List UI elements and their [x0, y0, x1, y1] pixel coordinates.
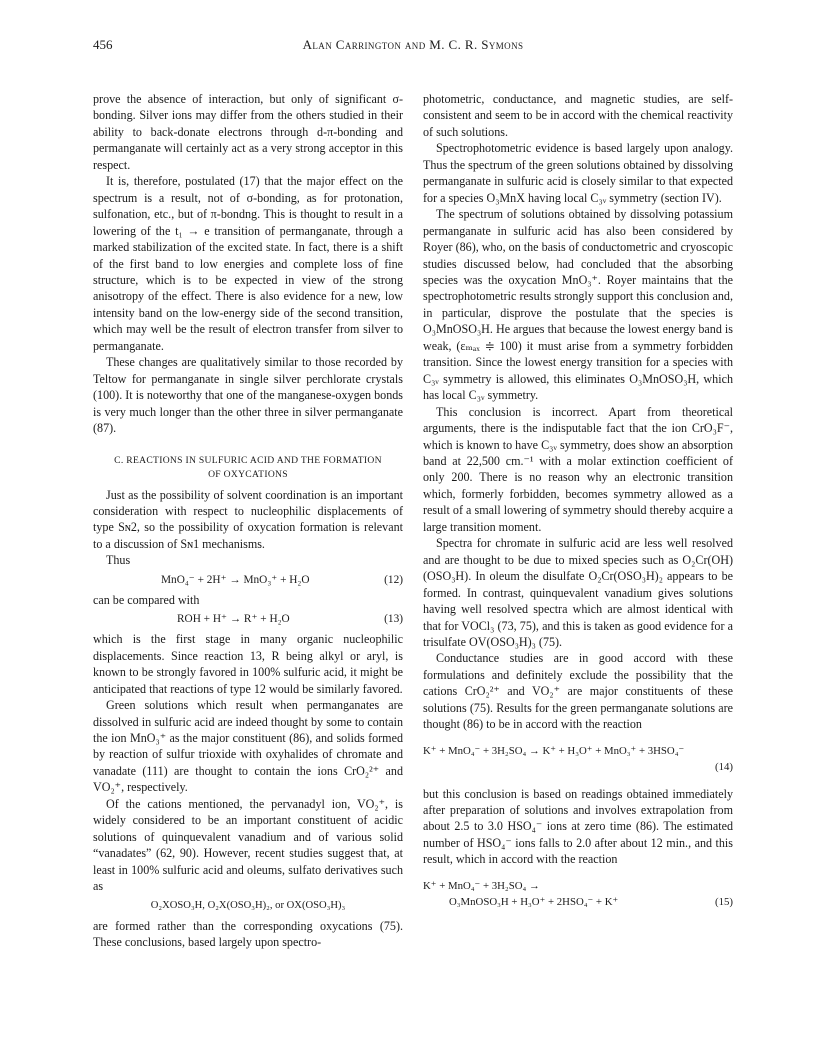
- equation-body: ROH + H⁺ → R⁺ + H₂O: [177, 613, 290, 626]
- page-number: 456: [93, 37, 113, 52]
- equation-number: (14): [715, 761, 733, 774]
- section-heading-line: C. REACTIONS IN SULFURIC ACID AND THE FORMATION: [114, 454, 382, 466]
- paragraph: Just as the possibility of solvent coordination is an important consideration with respect to nucleophilic displacements of type Sɴ2, so the possibility of oxycation formation is relevant to a discussion of Sɴ1 mechanisms.: [93, 487, 403, 551]
- paragraph: Spectrophotometric evidence is based largely upon analogy. Thus the spectrum of the green solutions obtained by dissolving permanganate in sulfuric acid is closely similar to that expected for a species O₃MnX having local C₃ᵥ symmetry (section IV).: [423, 141, 733, 205]
- paragraph: Green solutions which result when permanganates are dissolved in sulfuric acid are indeed thought by some to contain the ion MnO₃⁺ as the major constituent (86), and solids formed by reaction of sulfur trioxide with oxyhalides of chromate and vanadate (111) are thought to contain the ions CrO₂²⁺ and VO₂⁺, respectively.: [93, 698, 403, 795]
- paragraph: Spectra for chromate in sulfuric acid are less well resolved and are thought to be due to mixed species such as O₂Cr(OH)(OSO₃H). In oleum the disulfate O₂Cr(OSO₃H)₂ appears to be formed. In contrast, quinquevalent vanadium gives solutions having well resolved spectra which are almost identical with that for VOCl₃ (73, 75), and this is taken as good evidence for a trisulfate OV(OSO₃H)₃ (75).: [423, 536, 733, 649]
- section-heading-line: OF OXYCATIONS: [208, 468, 288, 480]
- paragraph: Conductance studies are in good accord with these formulations and definitely exclude the possibility that the cations CrO₂²⁺ and VO₂⁺ are major constituents of these solutions (75). Results for the green permanganate solutions are thought (86) to be in accord with the reaction: [423, 651, 733, 732]
- paragraph: are formed rather than the corresponding oxycations (75). These conclusions, based largely upon spectro-: [93, 918, 403, 950]
- equation-14: [423, 743, 733, 776]
- paragraph: prove the absence of interaction, but only of significant σ-bonding. Silver ions may differ from the others studied in their ability to back-donate electrons through d-π-bonding and permanganate will certainly act as a very strong acceptor in this respect.: [93, 92, 403, 172]
- right-column: [423, 91, 733, 911]
- equation-13: [93, 611, 403, 628]
- paragraph: The spectrum of solutions obtained by dissolving potassium permanganate in sulfuric acid has also been considered by Royer (86), who, on the basis of conductometric and cryoscopic studies discussed below, had concluded that the absorbing species was the oxycation MnO₃⁺. Royer maintains that the spectrophotometric results strongly support this conclusion and, in particular, disprove the postulate that the species is O₃MnOSO₃H. He argues that because the lowest energy band is weak, (εₘₐₓ ≑ 100) it must arise from a symmetry forbidden transition. Since the lowest energy transition for a species with C₃ᵥ symmetry is allowed, this eliminates O₃MnOSO₃H, which has local C₃ᵥ symmetry.: [423, 207, 733, 403]
- equation-number: (13): [384, 613, 403, 626]
- paragraph: These changes are qualitatively similar to those recorded by Teltow for permanganate in single silver perchlorate crystals (100). It is noteworthy that one of the manganese-oxygen bonds is very much longer than the other three in silver permanganate (87).: [93, 355, 403, 436]
- equation-number: (15): [715, 896, 733, 909]
- paragraph: photometric, conductance, and magnetic studies, are self-consistent and seem to be in accord with the chemical reactivity of such solutions.: [423, 92, 733, 139]
- section-heading: [93, 454, 403, 482]
- left-column: [93, 91, 403, 951]
- equation-body: MnO₄⁻ + 2H⁺ → MnO₃⁺ + H₂O: [161, 573, 310, 586]
- paragraph: It is, therefore, postulated (17) that the major effect on the spectrum is a result, not of σ-bonding, as for protonation, sulfonation, etc., but of π-bondng. This is thought to result in a lowering of the t₁ → e transition of permanganate, through a marked stabilization of the excited state. In fact, there is a shift of the first band to low energies and complete loss of fine structure, which is to be expected in view of the strong anisotropy of the effect. There is also evidence for a new, low intensity band on the low-energy side of the second transition, which may well be the result of electron transfer from silver to permanganate.: [93, 174, 403, 353]
- paragraph: but this conclusion is based on readings obtained immediately after preparation of solutions and involves extrapolation from about 2.5 to 3.0 HSO₄⁻ ions at zero time (86). The estimated number of HSO₄⁻ ions falls to 2.0 after about 12 min., and this result, which in accord with the reaction: [423, 786, 733, 867]
- page-header: [93, 37, 733, 57]
- equation-body: K⁺ + MnO₄⁻ + 3H₂SO₄ → K⁺ + H₃O⁺ + MnO₃⁺ + 3HSO₄⁻: [423, 744, 685, 757]
- equation-12: [93, 572, 403, 589]
- equation-number: (12): [384, 573, 403, 586]
- equation-body-line: O₃MnOSO₃H + H₃O⁺ + 2HSO₄⁻ + K⁺: [449, 896, 619, 909]
- equation-body-line: K⁺ + MnO₄⁻ + 3H₂SO₄ →: [423, 879, 540, 892]
- paragraph: This conclusion is incorrect. Apart from theoretical arguments, there is the indisputable fact that the ion CrO₃F⁻, which is known to have C₃ᵥ symmetry, does show an absorption band at 22,500 cm.⁻¹ with a molar extinction coefficient of only 200. There is no reason why an electronic transition which, formerly forbidden, becomes symmetry allowed as a result of a small lowering of symmetry should thereby acquire a large transition moment.: [423, 404, 733, 534]
- formula-line: O₂XOSO₃H, O₂X(OSO₃H)₂, or OX(OSO₃H)₃: [150, 900, 346, 912]
- running-head: Alan Carrington and M. C. R. Symons: [302, 37, 524, 52]
- paragraph: Of the cations mentioned, the pervanadyl ion, VO₂⁺, is widely considered to be an important constituent of acidic solutions of quinquevalent vanadium and of various solid “vanadates” (62, 90). However, recent studies suggest that, at least in 100% sulfuric acid and oleums, sulfato derivatives such as: [93, 796, 403, 894]
- paragraph: can be compared with: [93, 592, 200, 607]
- equation-15: [423, 878, 733, 911]
- paragraph: which is the first stage in many organic nucleophilic displacements. Since reaction 13, R being alkyl or aryl, is known to be strongly favored in 100% sulfuric acid, it might be anticipated that reactions of type 12 would be similarly favored.: [93, 632, 403, 696]
- paragraph: Thus: [106, 553, 131, 568]
